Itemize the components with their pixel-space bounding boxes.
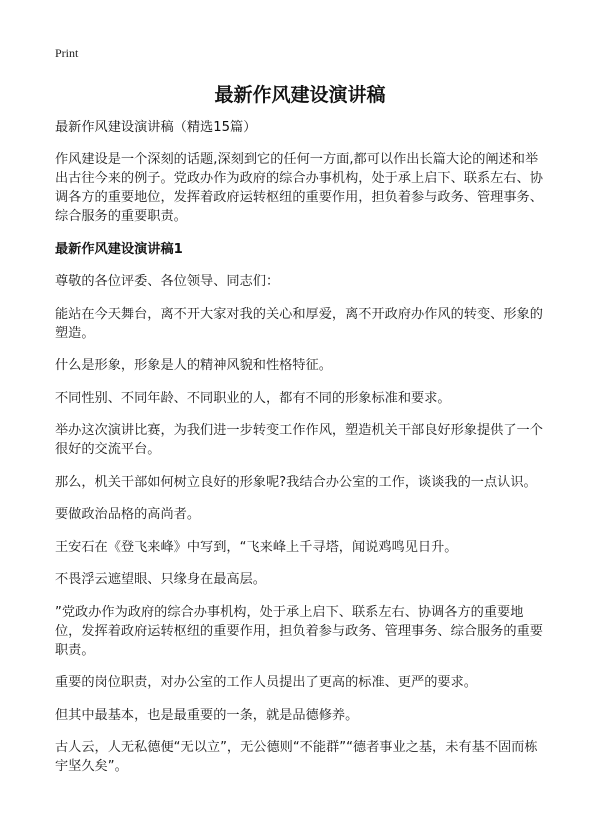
page-title: 最新作风建设演讲稿 <box>214 84 386 106</box>
paragraph: 不同性别、不同年龄、不同职业的人，都有不同的形象标准和要求。 <box>55 390 451 406</box>
paragraph: 什么是形象，形象是人的精神风貌和性格特征。 <box>55 358 332 373</box>
paragraph: 王安石在《登飞来峰》中写到，“飞来峰上千寻塔，闻说鸡鸣见日升。 <box>55 539 458 555</box>
paragraph: 要做政治品格的高尚者。 <box>55 507 201 522</box>
paragraph: 那么，机关干部如何树立良好的形象呢?我结合办公室的工作，谈谈我的一点认识。 <box>55 474 537 490</box>
paragraph: 重要的岗位职责，对办公室的工作人员提出了更高的标准、更严的要求。 <box>55 675 477 690</box>
paragraph: ”党政办作为政府的综合办事机构，处于承上启下、联系左右、协调各方的重要地位，发挥着政府运转枢纽的重要作用，担负着参与政务、管理事务、综合服务的重要职责。 <box>55 604 543 658</box>
paragraph: 古人云，人无私德便“无以立”，无公德则“不能群”“德者事业之基，未有基不固而栋宇坚久矣”。 <box>55 740 538 774</box>
paragraph: 不畏浮云遮望眼、只缘身在最高层。 <box>55 572 266 587</box>
print-link[interactable]: Print <box>55 46 79 60</box>
paragraph: 能站在今天舞台，离不开大家对我的关心和厚爱，离不开政府办作风的转变、形象的塑造。 <box>55 306 543 341</box>
paragraph: 但其中最基本，也是最重要的一条，就是品德修养。 <box>55 707 359 723</box>
paragraph: 尊敬的各位评委、各位领导、同志们： <box>55 274 280 289</box>
section-heading: 最新作风建设演讲稿1 <box>55 241 183 257</box>
document-subtitle: 最新作风建设演讲稿（精选15篇） <box>55 120 257 135</box>
intro-paragraph: 作风建设是一个深刻的话题,深刻到它的任何一方面,都可以作出长篇大论的阐述和举出古往今来的例子。党政办作为政府的综合办事机构，处于承上启下、联系左右、协调各方的重要地位，发挥着政府运转枢纽的重要作用，担负着参与政务、管理事务、综合服务的重要职责。 <box>55 152 543 224</box>
paragraph: 举办这次演讲比赛，为我们进一步转变工作作风，塑造机关干部良好形象提供了一个很好的交流平台。 <box>55 423 543 457</box>
document-body <box>55 118 549 790</box>
